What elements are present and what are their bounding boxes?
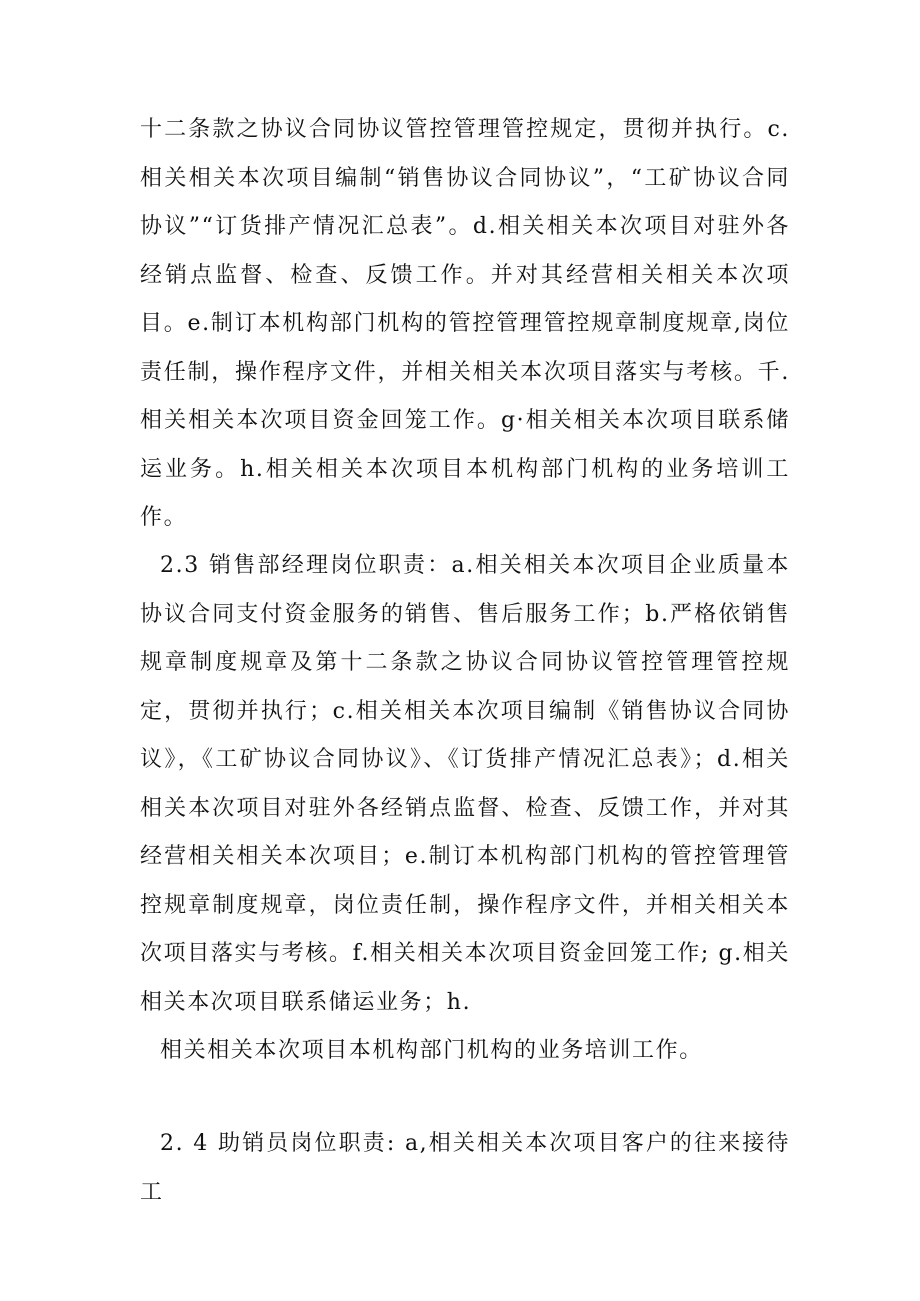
paragraph-continuation: 十二条款之协议合同协议管控管理管控规定，贯彻并执行。c.相关相关本次项目编制“销售协议合同协议”，“工矿协议合同协议”“订货排产情况汇总表”。d.相关相关本次项目对驻外各经销点监督、检查、反馈工作。并对其经营相关相关本次项目。e.制订本机构部门机构的管控管理管控规章制度规章,岗位责任制，操作程序文件，并相关相关本次项目落实与考核。千.相关相关本次项目资金回笼工作。g·相关相关本次项目联系储运业务。h.相关相关本次项目本机构部门机构的业务培训工作。: [140, 117, 790, 530]
paragraph-sales-manager-body: 2.3 销售部经理岗位职责：a.相关相关本次项目企业质量本协议合同支付资金服务的销售、售后服务工作；b.严格依销售规章制度规章及第十二条款之协议合同协议管控管理管控规定，贯彻并执行；c.相关相关本次项目编制《销售协议合同协议》，《工矿协议合同协议》、《订货排产情况汇总表》；d.相关相关本次项目对驻外各经销点监督、检查、反馈工作，并对其经营相关相关本次项目；e.制订本机构部门机构的管控管理管控规章制度规章，岗位责任制，操作程序文件，并相关相关本次项目落实与考核。f.相关相关本次项目资金回笼工作; g.相关相关本次项目联系储运业务；h.: [140, 553, 790, 1015]
paragraph-sales-manager-tail: 相关相关本次项目本机构部门机构的业务培训工作。: [160, 1038, 703, 1063]
paragraph-sales-manager-duties: [140, 542, 790, 1076]
paragraph-sales-assistant-duties: 2. 4 助销员岗位职责: a,相关相关本次项目客户的往来接待工: [140, 1131, 790, 1205]
